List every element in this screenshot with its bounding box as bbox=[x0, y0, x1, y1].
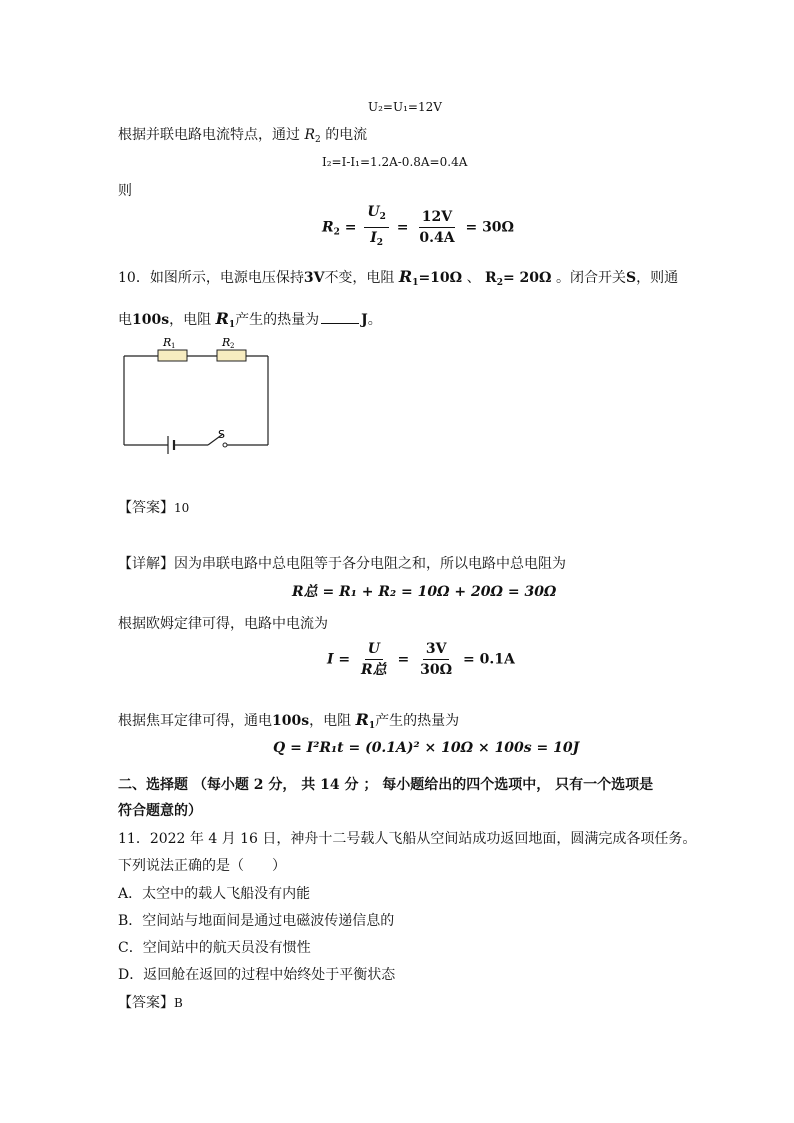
answer-10: 【答案】10 bbox=[118, 500, 190, 516]
section-2-title-line1: 二、选择题 （每小题 2 分， 共 14 分 ； 每小题给出的四个选项中， 只有一个选项是 bbox=[118, 777, 654, 793]
option-b: B．空间站与地面间是通过电磁波传递信息的 bbox=[118, 913, 395, 929]
option-c: C．空间站中的航天员没有惯性 bbox=[118, 940, 311, 956]
detail-10-line1: 【详解】因为串联电路中总电阻等于各分电阻之和，所以电路中总电阻为 bbox=[118, 556, 566, 572]
question-10-line1: 10．如图所示，电源电压保持3V不变，电阻 $R_1=10\Omega$ 、 $R_2= 20\Omega$ 。闭合开关S，则通 bbox=[118, 267, 679, 288]
label-r2-sub: 2 bbox=[230, 342, 235, 350]
question-11-stem-line2: 下列说法正确的是（ ） bbox=[118, 858, 286, 874]
option-d: D．返回舱在返回的过程中始终处于平衡状态 bbox=[118, 967, 396, 983]
circuit-svg bbox=[118, 332, 278, 457]
section-2-title-line2: 符合题意的） bbox=[118, 803, 202, 819]
detail-10-line2: 根据欧姆定律可得，电路中电流为 bbox=[118, 616, 328, 632]
circuit-diagram bbox=[118, 332, 278, 457]
then-text: 则 bbox=[118, 183, 132, 199]
equation-current: I = $\frac{U}{\text{R总}}$ = $\frac{3V}{30\Omega}$ = 0.1A bbox=[327, 641, 515, 678]
resistor-r2 bbox=[217, 350, 246, 361]
answer-blank bbox=[321, 311, 359, 324]
resistor-r1 bbox=[158, 350, 187, 361]
switch-contact bbox=[223, 443, 227, 447]
option-a: A．太空中的载人飞船没有内能 bbox=[118, 886, 311, 902]
label-r1: R bbox=[163, 336, 172, 349]
question-10-line2: 电100s，电阻 $R_1$产生的热量为 J。 bbox=[118, 309, 382, 330]
equation-i2: I₂=I-I₁=1.2A-0.8A=0.4A bbox=[322, 155, 468, 169]
equation-u2: U₂=U₁=12V bbox=[368, 100, 442, 114]
equation-r2: $R_2$ = $\frac{U_2}{I_2}$ = $\frac{12V}{0.4A}$ = 30Ω bbox=[322, 204, 515, 248]
equation-heat: Q = I²R₁t = (0.1A)² × 10Ω × 100s = 10J bbox=[273, 740, 580, 756]
answer-11: 【答案】B bbox=[118, 995, 183, 1011]
label-r2: R bbox=[222, 336, 231, 349]
detail-10-line3: 根据焦耳定律可得，通电100s，电阻 $R_1$产生的热量为 bbox=[118, 710, 460, 731]
question-11-stem-line1: 11．2022 年 4 月 16 日，神舟十二号载人飞船从空间站成功返回地面，圆满完成各项任务。 bbox=[118, 831, 697, 847]
label-switch: S bbox=[218, 428, 225, 441]
equation-total-resistance: R总 = R₁ + R₂ = 10Ω + 20Ω = 30Ω bbox=[292, 584, 557, 600]
label-r1-sub: 1 bbox=[171, 342, 176, 350]
parallel-current-line: 根据并联电路电流特点，通过 $R_2$ 的电流 bbox=[118, 127, 368, 145]
